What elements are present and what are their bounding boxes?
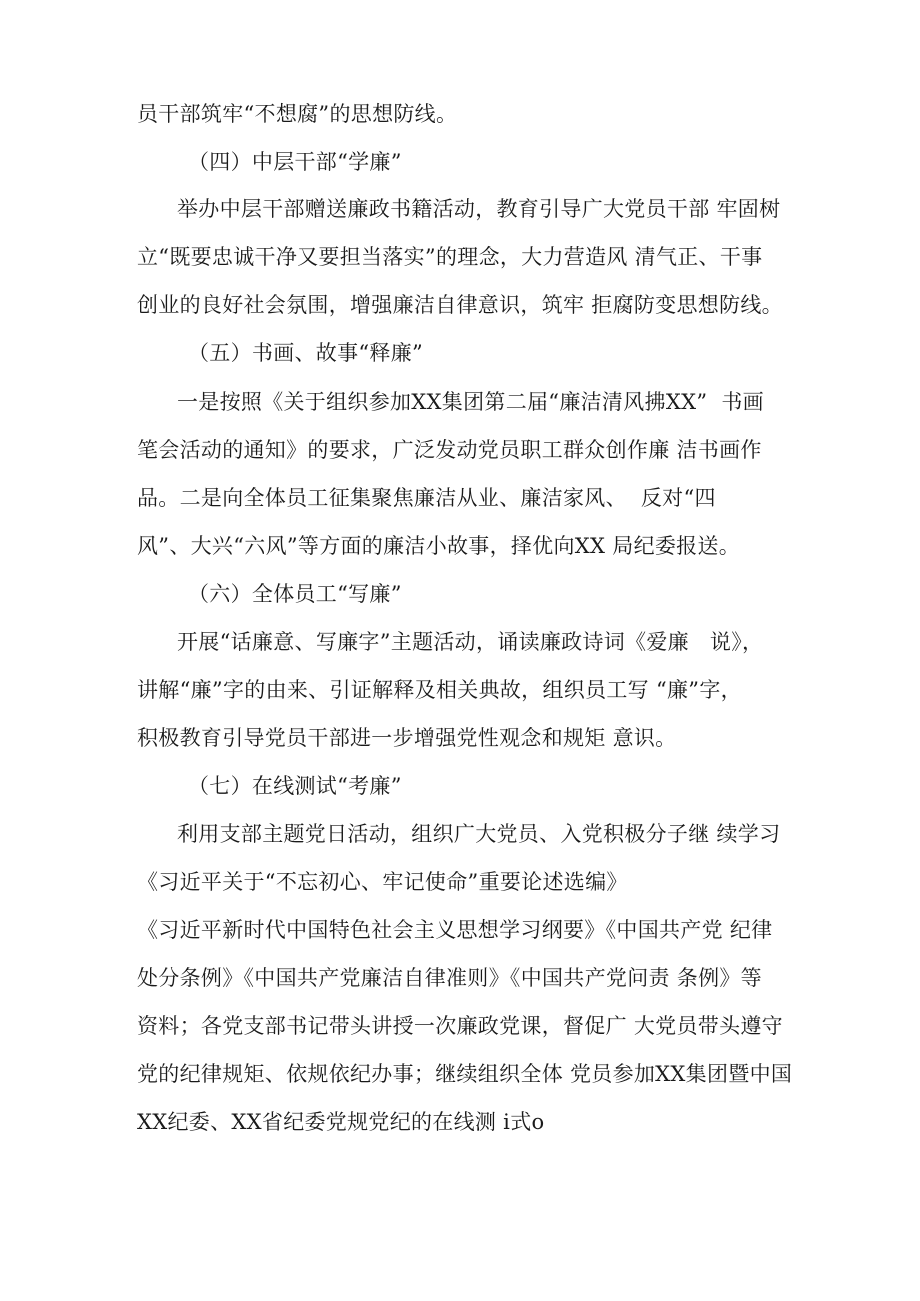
paragraph-line: 员干部筑牢“不想腐”的思想防线。 bbox=[137, 102, 458, 126]
paragraph-line: 笔会活动的通知》的要求，广泛发动党员职工群众创作廉 洁书画作 bbox=[137, 438, 762, 462]
paragraph-line: XX纪委、XX省纪委党规党纪的在线测 i式o bbox=[137, 1110, 545, 1134]
paragraph-line: 立“既要忠诚干净又要担当落实”的理念，大力营造风 清气正、干事 bbox=[137, 245, 763, 269]
paragraph-line: 开展“话廉意、写廉字”主题活动，诵读廉政诗词《爱廉 说》， bbox=[177, 630, 764, 654]
section-heading-4: （四）中层干部“学廉” bbox=[188, 150, 402, 174]
paragraph-line: 一是按照《关于组织参加XX集团第二届“廉洁清风拂XX” 书画 bbox=[177, 390, 764, 414]
paragraph-line: 《习近平关于“不忘初心、牢记使命”重要论述选编》 bbox=[137, 870, 628, 894]
section-heading-7: （七）在线测试“考廉” bbox=[188, 774, 402, 798]
paragraph-line: 积极教育引导党员干部进一步增强党性观念和规矩 意识。 bbox=[137, 726, 677, 750]
paragraph-line: 处分条例》《中国共产党廉洁自律准则》《中国共产党问责 条例》等 bbox=[137, 966, 762, 990]
paragraph-line: 资料；各党支部书记带头讲授一次廉政党课，督促广 大党员带头遵守 bbox=[137, 1014, 783, 1038]
paragraph-line: 创业的良好社会氛围，增强廉洁自律意识，筑牢 拒腐防变思想防线。 bbox=[137, 293, 783, 317]
paragraph-line: 举办中层干部赠送廉政书籍活动，教育引导广大党员干部 牢固树 bbox=[177, 197, 781, 221]
section-heading-6: （六）全体员工“写廉” bbox=[188, 582, 402, 606]
paragraph-line: 利用支部主题党日活动，组织广大党员、入党积极分子继 续学习 bbox=[177, 822, 781, 846]
paragraph-line: 风”、大兴“六风”等方面的廉洁小故事，择优向XX 局纪委报送。 bbox=[137, 534, 741, 558]
paragraph-line: 党的纪律规矩、依规依纪办事；继续组织全体 党员参加XX集团暨中国 bbox=[137, 1062, 793, 1086]
paragraph-line: 讲解“廉”字的由来、引证解释及相关典故，组织员工写 “廉”字， bbox=[137, 678, 742, 702]
section-heading-5: （五）书画、故事“释廉” bbox=[188, 341, 424, 365]
paragraph-line: 品。二是向全体员工征集聚焦廉洁从业、廉洁家风、 反对“四 bbox=[137, 486, 716, 510]
paragraph-line: 《习近平新时代中国特色社会主义思想学习纲要》《中国共产党 纪律 bbox=[137, 918, 773, 942]
